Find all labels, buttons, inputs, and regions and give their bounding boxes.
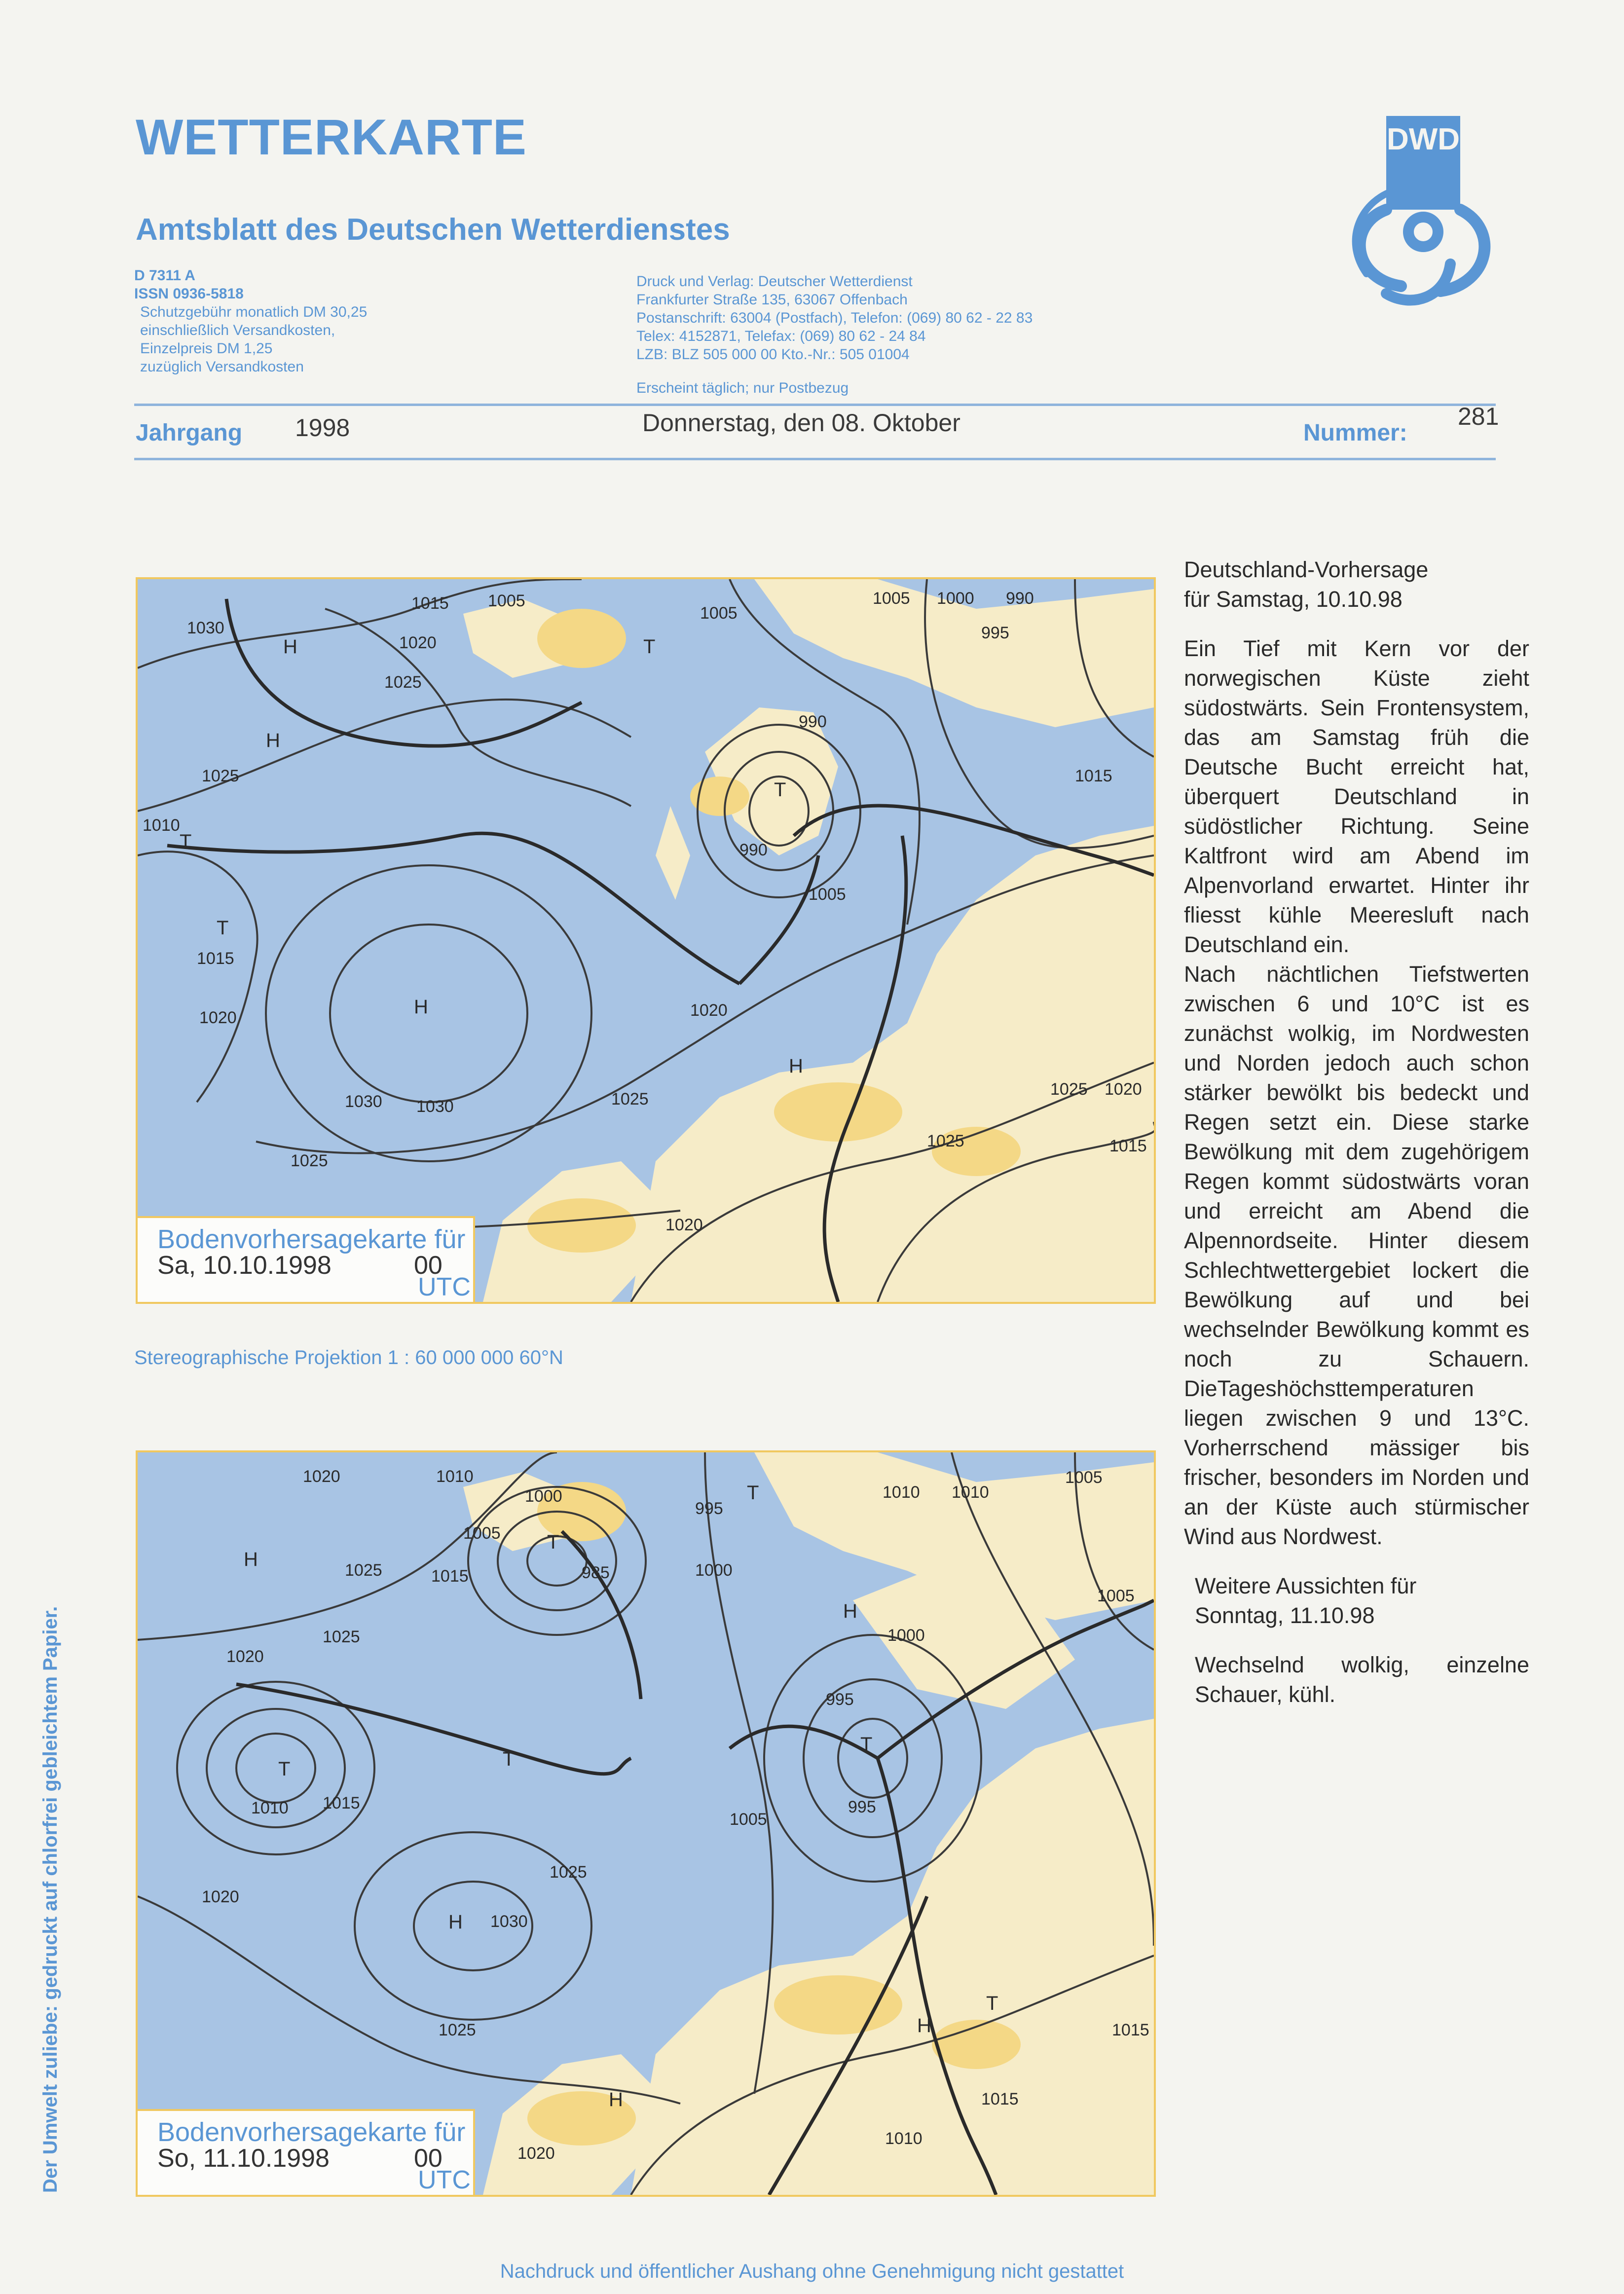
fee-line: zuzüglich Versandkosten (140, 359, 304, 375)
pressure-label: 1010 (251, 1799, 289, 1817)
issn: ISSN 0936-5818 (134, 286, 244, 302)
projection-note: Stereographische Projektion 1 : 60 000 000 60°N (134, 1347, 563, 1369)
pressure-label: 1020 (665, 1216, 703, 1234)
pressure-label: 1000 (887, 1626, 925, 1645)
pressure-label: 1025 (927, 1132, 964, 1150)
forecast-map-sunday (136, 1450, 1156, 2197)
pressure-label: 990 (739, 841, 768, 859)
pressure-label: 995 (695, 1499, 723, 1518)
map-caption-utc: UTC (418, 1273, 471, 1301)
paper-note: Der Umwelt zuliebe: gedruckt auf chlorfrei gebleichtem Papier. (39, 1606, 61, 2193)
publisher-line: LZB: BLZ 505 000 00 Kto.-Nr.: 505 01004 (636, 346, 910, 363)
issue-date: Donnerstag, den 08. Oktober (642, 409, 960, 437)
pressure-label: 1025 (291, 1151, 328, 1170)
forecast-text (1184, 555, 1529, 1709)
outlook-heading (1184, 1571, 1529, 1630)
pressure-label: 1030 (187, 619, 224, 637)
forecast-paragraph: Nach nächtlichen Tiefstwerten zwischen 6 und 10°C ist es zunächst wolkig, im Nordwesten und Norden jedoch auch schon stärker bewölkt bis bedeckt und Regen setzt ein. Diese starke Bewölkung mit dem zugehörigem Regen kommt südostwärts voran und erreicht am Abend die Alpennordseite. Hinter diesem Schlechtwettergebiet lockert die Bewölkung auf und bei wechselnder Bewölkung kommt es noch zu Schauern. DieTageshöchsttemperaturen liegen zwischen 9 und 13°C. Vorherrschend mässiger bis frischer, besonders im Norden und an der Küste auch stürmischer Wind aus Nordwest. (1184, 962, 1529, 1549)
forecast-heading-line: Deutschland-Vorhersage (1184, 557, 1429, 582)
pressure-label: 1015 (323, 1794, 360, 1813)
pressure-label: 1015 (1109, 1137, 1147, 1155)
center-label: T (860, 1734, 873, 1755)
nummer-value: 281 (1458, 403, 1499, 430)
center-label: T (180, 831, 192, 852)
map-caption-title: Bodenvorhersagekarte für (157, 1224, 466, 1254)
pressure-label: 1010 (952, 1483, 989, 1502)
pressure-label: 1010 (883, 1483, 920, 1502)
pressure-label: 1010 (436, 1467, 474, 1486)
center-label: T (503, 1748, 515, 1770)
pressure-label: 1020 (202, 1887, 239, 1906)
pressure-label: 985 (582, 1563, 610, 1582)
jahrgang-label: Jahrgang (136, 420, 243, 446)
pressure-label: 1015 (1075, 767, 1112, 785)
publication-info (134, 266, 367, 376)
pressure-label: 1015 (1112, 2021, 1149, 2039)
map-caption (138, 1216, 475, 1302)
pressure-label: 995 (848, 1798, 876, 1816)
pressure-label: 990 (799, 712, 827, 731)
center-label: T (217, 917, 229, 939)
center-label: H (283, 636, 297, 658)
pressure-label: 1020 (303, 1467, 340, 1486)
center-label: H (789, 1055, 803, 1077)
pressure-label: 1020 (690, 1001, 728, 1020)
forecast-paragraph: Ein Tief mit Kern vor der norwegischen Küste zieht südostwärts. Sein Frontensystem, das am Samstag früh die Deutsche Bucht erreicht hat, überquert Deutschland in südöstlicher Richtung. Seine Kaltfront wird am Abend im Alpenvorland erwartet. Hinter ihr fliesst kühle Meeresluft nach Deutschland ein. (1184, 636, 1529, 957)
center-label: H (244, 1549, 258, 1570)
map-caption-utc: UTC (418, 2166, 471, 2194)
pressure-label: 995 (981, 624, 1009, 642)
pressure-label: 1020 (399, 633, 437, 652)
pressure-label: 1005 (1065, 1468, 1103, 1487)
pressure-label: 1015 (197, 949, 234, 968)
publisher-line: Postanschrift: 63004 (Postfach), Telefon: (069) 80 62 - 22 83 (636, 310, 1033, 326)
pressure-label: 1005 (488, 592, 525, 610)
pressure-label: 1025 (202, 767, 239, 785)
weather-map-1 (138, 579, 1154, 1302)
publisher-line: Druck und Verlag: Deutscher Wetterdienst (636, 273, 913, 290)
pressure-label: 1010 (143, 816, 180, 835)
center-label: T (547, 1531, 559, 1553)
pressure-label: 1025 (384, 673, 422, 692)
pressure-label: 1025 (323, 1628, 360, 1646)
center-label: H (843, 1600, 857, 1622)
center-label: H (917, 2015, 931, 2036)
pressure-label: 1020 (199, 1008, 237, 1027)
pressure-label: 1025 (345, 1561, 382, 1580)
page-subtitle: Amtsblatt des Deutschen Wetterdienstes (136, 213, 730, 247)
land-shapes (463, 1452, 1154, 2195)
footer-notice: Nachdruck und öffentlicher Aushang ohne Genehmigung nicht gestattet (500, 2260, 1124, 2282)
publisher-line: Telex: 4152871, Telefax: (069) 80 62 - 24 84 (636, 328, 926, 344)
forecast-map-saturday (136, 577, 1156, 1304)
publication-code: D 7311 A (134, 267, 195, 284)
center-label: H (609, 2089, 623, 2110)
map-caption-date: Sa, 10.10.1998 (157, 1251, 332, 1280)
pressure-label: 1005 (873, 589, 910, 608)
jahrgang-value: 1998 (295, 414, 350, 442)
pressure-label: 1025 (439, 2021, 476, 2039)
center-label: H (266, 730, 280, 751)
center-label: T (643, 636, 656, 658)
pressure-label: 1000 (695, 1561, 733, 1580)
center-label: T (986, 1993, 998, 2014)
pressure-label: 1005 (809, 885, 846, 904)
pressure-label: 1015 (411, 594, 449, 613)
pressure-label: 1005 (730, 1810, 767, 1829)
pressure-label: 1005 (463, 1524, 501, 1543)
outlook-heading-line: Sonntag, 11.10.98 (1195, 1603, 1375, 1628)
dwd-logo (1332, 116, 1500, 313)
header-rule (134, 404, 1496, 406)
pressure-label: 1025 (1050, 1080, 1088, 1099)
publication-frequency: Erscheint täglich; nur Postbezug (636, 380, 849, 396)
map-caption-title: Bodenvorhersagekarte für (157, 2117, 466, 2147)
pressure-label: 1030 (416, 1097, 454, 1116)
pressure-label: 1000 (937, 589, 974, 608)
fee-line: Schutzgebühr monatlich DM 30,25 (140, 304, 368, 320)
pressure-label: 1010 (885, 2129, 923, 2148)
center-label: T (774, 779, 786, 801)
map-caption-date: So, 11.10.1998 (157, 2144, 330, 2173)
page-title: WETTERKARTE (136, 109, 527, 165)
pressure-label: 1025 (611, 1090, 649, 1109)
center-label: H (448, 1911, 463, 1933)
nummer-label: Nummer: (1303, 420, 1407, 446)
forecast-heading (1184, 555, 1529, 614)
pressure-label: 1005 (1097, 1587, 1135, 1605)
pressure-label: 1020 (226, 1647, 264, 1666)
pressure-label: 1030 (345, 1092, 382, 1111)
pressure-label: 1030 (490, 1912, 528, 1931)
header-rule (134, 458, 1496, 460)
center-label: H (414, 996, 428, 1018)
pressure-label: 1025 (550, 1863, 587, 1882)
map-caption-hour: 00 (414, 2144, 443, 2173)
outlook-heading-line: Weitere Aussichten für (1195, 1573, 1417, 1598)
pressure-label: 990 (1006, 589, 1034, 608)
map-caption-hour: 00 (414, 1251, 443, 1280)
weather-map-2 (138, 1452, 1154, 2195)
pressure-label: 1005 (700, 604, 738, 623)
pressure-label: 995 (826, 1690, 854, 1709)
pressure-label: 1000 (525, 1487, 562, 1506)
pressure-label: 1015 (981, 2090, 1019, 2109)
map-caption (138, 2109, 475, 2195)
land-shapes (463, 579, 1154, 1302)
publisher-line: Frankfurter Straße 135, 63067 Offenbach (636, 292, 908, 308)
forecast-heading-line: für Samstag, 10.10.98 (1184, 587, 1403, 612)
pressure-label: 1020 (517, 2144, 555, 2163)
pressure-label: 1015 (431, 1567, 469, 1586)
pressure-label: 1020 (1105, 1080, 1142, 1099)
dwd-logo-text: DWD (1386, 122, 1460, 156)
publisher-info (636, 272, 1033, 364)
center-label: T (278, 1758, 291, 1780)
center-label: T (747, 1482, 759, 1504)
fee-line: Einzelpreis DM 1,25 (140, 340, 273, 357)
fee-line: einschließlich Versandkosten, (140, 322, 335, 338)
outlook-paragraph: Wechselnd wolkig, einzelne Schauer, kühl. (1195, 1652, 1529, 1707)
